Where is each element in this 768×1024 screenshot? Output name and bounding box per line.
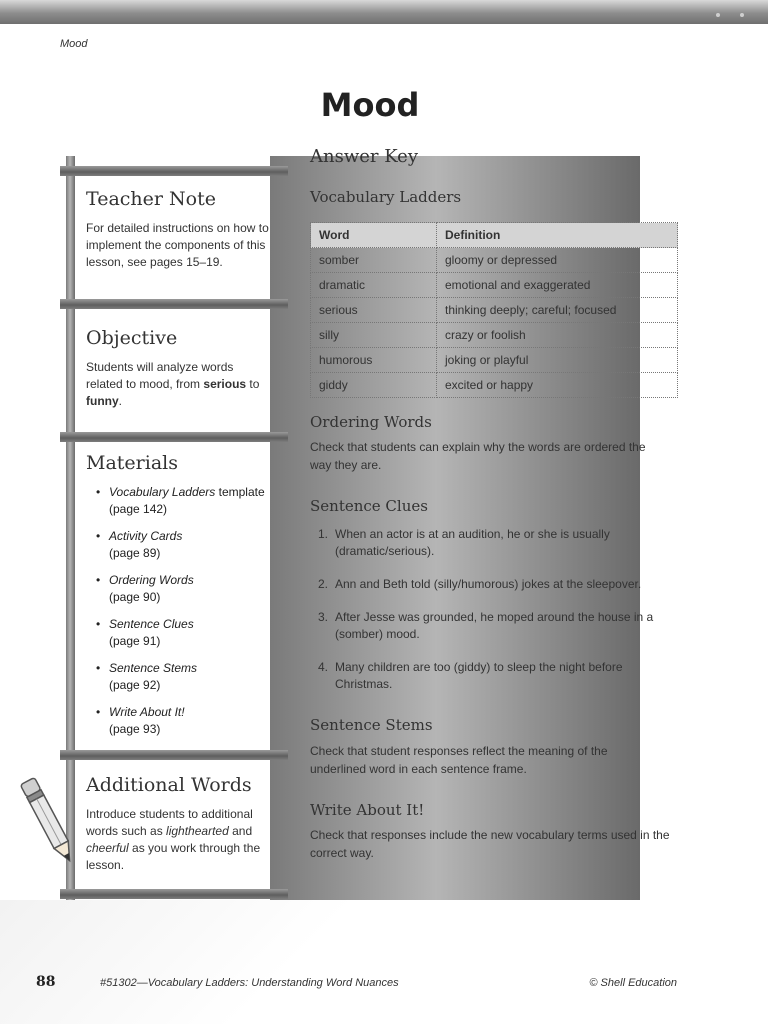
write-about-it-body: Check that responses include the new vocabulary terms used in the correct way. bbox=[310, 828, 670, 860]
table-header-row bbox=[311, 223, 678, 248]
table-cell: gloomy or depressed bbox=[437, 248, 678, 273]
table-cell: serious bbox=[311, 298, 437, 323]
sentence-clues-list bbox=[310, 526, 680, 709]
column-header-definition: Definition bbox=[437, 223, 678, 248]
ladder-rung bbox=[60, 299, 288, 309]
table-cell: silly bbox=[311, 323, 437, 348]
list-item: • Activity Cards (page 89) bbox=[96, 528, 270, 562]
page-title: Mood bbox=[320, 86, 420, 124]
list-item: 1. When an actor is at an audition, he or she is usually (dramatic/serious). bbox=[318, 527, 610, 558]
teacher-note-panel bbox=[76, 176, 270, 299]
table-cell: humorous bbox=[311, 348, 437, 373]
teacher-note-body: For detailed instructions on how to implement the components of this lesson, see pages 15–19. bbox=[86, 221, 269, 269]
vocabulary-table bbox=[310, 222, 678, 398]
ladder-rung bbox=[60, 750, 288, 760]
pencil-icon bbox=[18, 770, 78, 870]
bottom-shading bbox=[0, 900, 768, 1024]
list-item: • Write About It! (page 93) bbox=[96, 704, 270, 738]
table-row bbox=[311, 248, 678, 273]
list-item: • Ordering Words (page 90) bbox=[96, 572, 270, 606]
table-row bbox=[311, 273, 678, 298]
teacher-note-heading: Teacher Note bbox=[86, 188, 216, 210]
table-cell: giddy bbox=[311, 373, 437, 398]
materials-list bbox=[96, 484, 270, 738]
table-cell: emotional and exaggerated bbox=[437, 273, 678, 298]
list-item: 2. Ann and Beth told (silly/humorous) jokes at the sleepover. bbox=[318, 577, 642, 591]
list-item: • Sentence Stems (page 92) bbox=[96, 660, 270, 694]
running-head: Mood bbox=[60, 38, 88, 50]
materials-panel bbox=[76, 442, 270, 750]
table-row bbox=[311, 348, 678, 373]
ordering-words-heading: Ordering Words bbox=[310, 413, 432, 431]
table-row bbox=[311, 373, 678, 398]
ladder-sidebar bbox=[60, 156, 288, 900]
objective-body: Students will analyze words related to mood, from serious to funny. bbox=[86, 360, 260, 408]
ordering-words-body: Check that students can explain why the words are ordered the way they are. bbox=[310, 440, 646, 472]
footer-series-title: #51302—Vocabulary Ladders: Understanding Word Nuances bbox=[100, 977, 399, 989]
table-cell: somber bbox=[311, 248, 437, 273]
additional-words-heading: Additional Words bbox=[86, 774, 252, 796]
ladder-rung bbox=[60, 166, 288, 176]
additional-words-body: Introduce students to additional words such as lighthearted and cheerful as you work through the lesson. bbox=[86, 807, 261, 872]
write-about-it-heading: Write About It! bbox=[310, 801, 425, 819]
additional-words-panel bbox=[76, 760, 270, 889]
answer-key-heading: Answer Key bbox=[310, 146, 418, 167]
sentence-stems-heading: Sentence Stems bbox=[310, 716, 433, 734]
footer-copyright: © Shell Education bbox=[589, 977, 677, 989]
sentence-clues-heading: Sentence Clues bbox=[310, 497, 428, 515]
top-banner bbox=[0, 0, 768, 24]
table-cell: dramatic bbox=[311, 273, 437, 298]
list-item: • Sentence Clues (page 91) bbox=[96, 616, 270, 650]
vocab-ladders-heading: Vocabulary Ladders bbox=[310, 188, 462, 206]
materials-heading: Materials bbox=[86, 452, 178, 474]
table-cell: crazy or foolish bbox=[437, 323, 678, 348]
column-header-word: Word bbox=[311, 223, 437, 248]
objective-panel bbox=[76, 309, 270, 432]
page-number: 88 bbox=[36, 974, 56, 990]
table-row bbox=[311, 323, 678, 348]
table-cell: excited or happy bbox=[437, 373, 678, 398]
table-cell: thinking deeply; careful; focused bbox=[437, 298, 678, 323]
list-item: 3. After Jesse was grounded, he moped around the house in a (somber) mood. bbox=[318, 610, 654, 641]
list-item: • Vocabulary Ladders template (page 142) bbox=[96, 484, 270, 518]
table-cell: joking or playful bbox=[437, 348, 678, 373]
ladder-rung bbox=[60, 889, 288, 899]
list-item: 4. Many children are too (giddy) to sleep the night before Christmas. bbox=[318, 660, 623, 691]
table-row bbox=[311, 298, 678, 323]
objective-heading: Objective bbox=[86, 327, 178, 349]
ladder-rung bbox=[60, 432, 288, 442]
sentence-stems-body: Check that student responses reflect the meaning of the underlined word in each sentence frame. bbox=[310, 744, 608, 776]
